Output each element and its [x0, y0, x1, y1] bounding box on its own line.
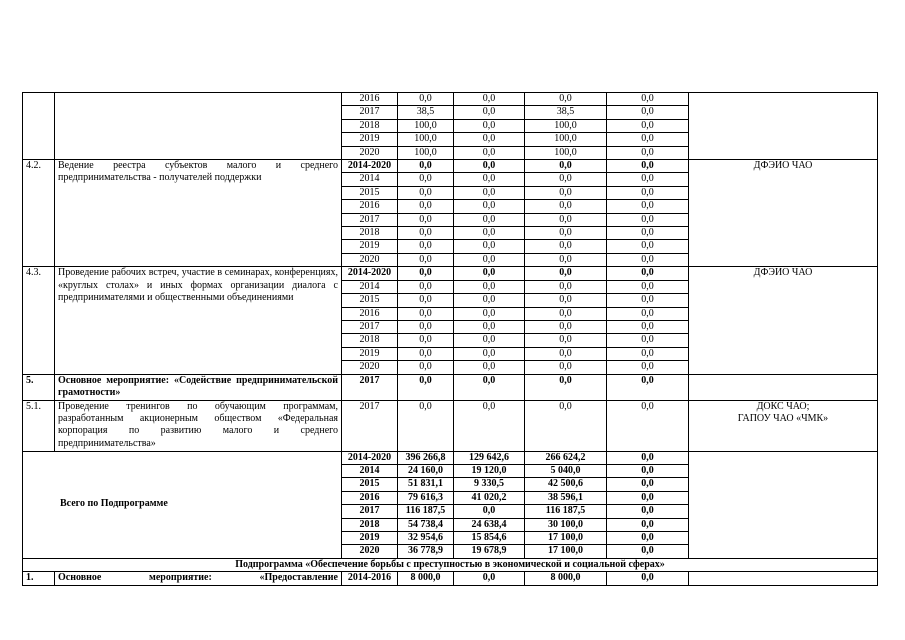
value-col2-cell: 9 330,5	[454, 478, 525, 491]
value-col2-cell: 0,0	[454, 347, 525, 360]
value-col3-cell: 0,0	[525, 227, 607, 240]
year-cell: 2016	[342, 491, 398, 504]
total-label: Всего по Подпрограмме	[60, 498, 168, 510]
value-col4-cell: 0,0	[607, 572, 689, 585]
value-col3-cell: 266 624,2	[525, 451, 607, 464]
value-total-cell: 0,0	[398, 227, 454, 240]
value-col4-cell: 0,0	[607, 200, 689, 213]
year-cell: 2020	[342, 146, 398, 159]
value-total-cell: 0,0	[398, 200, 454, 213]
year-cell: 2019	[342, 133, 398, 146]
value-total-cell: 38,5	[398, 106, 454, 119]
value-col4-cell: 0,0	[607, 334, 689, 347]
year-cell: 2014-2020	[342, 160, 398, 173]
value-total-cell: 51 831,1	[398, 478, 454, 491]
value-col4-cell: 0,0	[607, 374, 689, 400]
value-total-cell: 0,0	[398, 347, 454, 360]
value-total-cell: 0,0	[398, 186, 454, 199]
executor-cell	[689, 374, 878, 400]
value-col3-cell: 0,0	[525, 280, 607, 293]
number-cell: 4.3.	[23, 267, 55, 374]
value-total-cell: 8 000,0	[398, 572, 454, 585]
table-row	[23, 572, 878, 585]
value-col2-cell: 0,0	[454, 267, 525, 280]
value-total-cell: 0,0	[398, 93, 454, 106]
value-col4-cell: 0,0	[607, 347, 689, 360]
value-col2-cell: 0,0	[454, 505, 525, 518]
value-col3-cell: 42 500,6	[525, 478, 607, 491]
year-cell: 2019	[342, 240, 398, 253]
description-cell: Проведение тренингов по обучающим программам, разработанным акционерным обществом «Федеральная корпорация по развитию малого и среднего предпринимательства»	[55, 400, 342, 451]
value-col3-cell: 100,0	[525, 146, 607, 159]
executor-cell	[689, 400, 878, 451]
value-col3-cell: 0,0	[525, 374, 607, 400]
value-total-cell: 79 616,3	[398, 491, 454, 504]
value-col3-cell: 0,0	[525, 294, 607, 307]
value-total-cell: 0,0	[398, 253, 454, 266]
year-cell: 2015	[342, 186, 398, 199]
executor-line: ДОКС ЧАО;	[756, 400, 810, 412]
value-total-cell: 24 160,0	[398, 464, 454, 477]
description-cell: Основное мероприятие: «Содействие предпринимательской грамотности»	[55, 374, 342, 400]
value-col4-cell: 0,0	[607, 227, 689, 240]
year-cell: 2018	[342, 119, 398, 132]
value-col3-cell: 0,0	[525, 240, 607, 253]
value-total-cell: 0,0	[398, 294, 454, 307]
year-cell: 2017	[342, 213, 398, 226]
value-total-cell: 0,0	[398, 160, 454, 173]
value-col3-cell: 0,0	[525, 361, 607, 374]
value-col2-cell: 24 638,4	[454, 518, 525, 531]
value-col2-cell: 0,0	[454, 133, 525, 146]
description-cell: Основное мероприятие: «Предоставление	[55, 572, 342, 585]
value-total-cell: 0,0	[398, 173, 454, 186]
year-cell: 2014-2016	[342, 572, 398, 585]
value-col4-cell: 0,0	[607, 451, 689, 464]
year-cell: 2019	[342, 531, 398, 544]
value-col2-cell: 41 020,2	[454, 491, 525, 504]
table-row	[23, 160, 878, 173]
year-cell: 2015	[342, 294, 398, 307]
year-cell: 2014	[342, 464, 398, 477]
year-cell: 2014-2020	[342, 267, 398, 280]
value-col4-cell: 0,0	[607, 213, 689, 226]
value-col4-cell: 0,0	[607, 186, 689, 199]
year-cell: 2020	[342, 253, 398, 266]
value-total-cell: 32 954,6	[398, 531, 454, 544]
year-cell: 2015	[342, 478, 398, 491]
value-col2-cell: 0,0	[454, 240, 525, 253]
year-cell: 2014-2020	[342, 451, 398, 464]
number-cell: 5.	[23, 374, 55, 400]
value-col2-cell: 0,0	[454, 106, 525, 119]
number-cell: 1.	[23, 572, 55, 585]
value-total-cell: 100,0	[398, 146, 454, 159]
value-col3-cell: 30 100,0	[525, 518, 607, 531]
executor-cell: ДФЭИО ЧАО	[689, 267, 878, 374]
value-col4-cell: 0,0	[607, 240, 689, 253]
value-total-cell: 0,0	[398, 320, 454, 333]
description-cell: Ведение реестра субъектов малого и среднего предпринимательства - получателей поддержки	[55, 160, 342, 267]
value-col4-cell: 0,0	[607, 253, 689, 266]
year-cell: 2020	[342, 361, 398, 374]
value-col3-cell: 0,0	[525, 186, 607, 199]
total-row	[23, 451, 878, 464]
value-col3-cell: 0,0	[525, 347, 607, 360]
value-col2-cell: 19 120,0	[454, 464, 525, 477]
executor-cell	[689, 572, 878, 585]
value-total-cell: 0,0	[398, 213, 454, 226]
value-col2-cell: 0,0	[454, 227, 525, 240]
value-col2-cell: 19 678,9	[454, 545, 525, 558]
year-cell: 2016	[342, 93, 398, 106]
value-col2-cell: 0,0	[454, 186, 525, 199]
value-total-cell: 36 778,9	[398, 545, 454, 558]
value-col4-cell: 0,0	[607, 531, 689, 544]
value-col4-cell: 0,0	[607, 267, 689, 280]
value-total-cell: 396 266,8	[398, 451, 454, 464]
value-col3-cell: 0,0	[525, 400, 607, 451]
value-col3-cell: 0,0	[525, 93, 607, 106]
year-cell: 2019	[342, 347, 398, 360]
value-col2-cell: 0,0	[454, 320, 525, 333]
value-col3-cell: 0,0	[525, 307, 607, 320]
value-total-cell: 0,0	[398, 307, 454, 320]
value-col4-cell: 0,0	[607, 146, 689, 159]
value-col3-cell: 100,0	[525, 133, 607, 146]
table-row	[23, 93, 878, 106]
value-col3-cell: 5 040,0	[525, 464, 607, 477]
subprogram-header-row	[23, 558, 878, 571]
value-col3-cell: 0,0	[525, 173, 607, 186]
value-total-cell: 0,0	[398, 267, 454, 280]
value-col2-cell: 129 642,6	[454, 451, 525, 464]
value-total-cell: 0,0	[398, 361, 454, 374]
value-col4-cell: 0,0	[607, 93, 689, 106]
year-cell: 2018	[342, 518, 398, 531]
year-cell: 2018	[342, 227, 398, 240]
value-col3-cell: 0,0	[525, 267, 607, 280]
value-col4-cell: 0,0	[607, 478, 689, 491]
value-col4-cell: 0,0	[607, 307, 689, 320]
value-total-cell: 100,0	[398, 133, 454, 146]
value-col3-cell: 0,0	[525, 334, 607, 347]
year-cell: 2017	[342, 400, 398, 451]
value-col2-cell: 0,0	[454, 334, 525, 347]
year-cell: 2017	[342, 106, 398, 119]
value-col2-cell: 0,0	[454, 146, 525, 159]
table-row	[23, 374, 878, 400]
executor-line: ГАПОУ ЧАО «ЧМК»	[737, 412, 829, 424]
value-col2-cell: 0,0	[454, 307, 525, 320]
value-col3-cell: 0,0	[525, 320, 607, 333]
table-row	[23, 400, 878, 451]
description-cell: Проведение рабочих встреч, участие в семинарах, конференциях, «круглых столах» и иных формах организации диалога с предпринимателями и общественными объединениями	[55, 267, 342, 374]
value-col3-cell: 100,0	[525, 119, 607, 132]
value-col2-cell: 0,0	[454, 572, 525, 585]
value-col3-cell: 17 100,0	[525, 531, 607, 544]
year-cell: 2017	[342, 320, 398, 333]
value-col2-cell: 0,0	[454, 119, 525, 132]
value-col3-cell: 0,0	[525, 160, 607, 173]
year-cell: 2017	[342, 505, 398, 518]
value-col2-cell: 0,0	[454, 253, 525, 266]
value-total-cell: 0,0	[398, 240, 454, 253]
executor-cell: ДФЭИО ЧАО	[689, 160, 878, 267]
year-cell: 2016	[342, 307, 398, 320]
year-cell: 2020	[342, 545, 398, 558]
value-col2-cell: 0,0	[454, 294, 525, 307]
value-total-cell: 0,0	[398, 334, 454, 347]
value-col4-cell: 0,0	[607, 294, 689, 307]
value-col2-cell: 0,0	[454, 93, 525, 106]
value-col2-cell: 0,0	[454, 200, 525, 213]
value-total-cell: 0,0	[398, 374, 454, 400]
value-col3-cell: 0,0	[525, 213, 607, 226]
value-col4-cell: 0,0	[607, 505, 689, 518]
year-cell: 2018	[342, 334, 398, 347]
value-col4-cell: 0,0	[607, 106, 689, 119]
value-col4-cell: 0,0	[607, 280, 689, 293]
value-col4-cell: 0,0	[607, 361, 689, 374]
year-cell: 2016	[342, 200, 398, 213]
value-col4-cell: 0,0	[607, 119, 689, 132]
executor-cell	[689, 451, 878, 558]
value-col2-cell: 0,0	[454, 374, 525, 400]
value-total-cell: 0,0	[398, 280, 454, 293]
value-col4-cell: 0,0	[607, 160, 689, 173]
value-col2-cell: 0,0	[454, 213, 525, 226]
value-col4-cell: 0,0	[607, 320, 689, 333]
value-col2-cell: 0,0	[454, 280, 525, 293]
value-col4-cell: 0,0	[607, 400, 689, 451]
year-cell: 2014	[342, 173, 398, 186]
subprogram-title: Подпрограмма «Обеспечение борьбы с преступностью в экономической и социальной сферах»	[23, 558, 878, 571]
value-total-cell: 0,0	[398, 400, 454, 451]
value-col3-cell: 17 100,0	[525, 545, 607, 558]
value-col3-cell: 8 000,0	[525, 572, 607, 585]
value-col3-cell: 38,5	[525, 106, 607, 119]
number-cell: 4.2.	[23, 160, 55, 267]
value-total-cell: 116 187,5	[398, 505, 454, 518]
value-col4-cell: 0,0	[607, 491, 689, 504]
value-col3-cell: 116 187,5	[525, 505, 607, 518]
table-row	[23, 267, 878, 280]
value-total-cell: 54 738,4	[398, 518, 454, 531]
value-col3-cell: 38 596,1	[525, 491, 607, 504]
executor-cell	[689, 93, 878, 160]
value-col4-cell: 0,0	[607, 518, 689, 531]
value-col2-cell: 0,0	[454, 400, 525, 451]
value-col2-cell: 0,0	[454, 173, 525, 186]
value-col4-cell: 0,0	[607, 173, 689, 186]
program-table	[22, 92, 878, 586]
number-cell: 5.1.	[23, 400, 55, 451]
value-col4-cell: 0,0	[607, 133, 689, 146]
year-cell: 2017	[342, 374, 398, 400]
total-label-cell	[23, 451, 342, 558]
value-col3-cell: 0,0	[525, 253, 607, 266]
value-col4-cell: 0,0	[607, 464, 689, 477]
value-col2-cell: 0,0	[454, 361, 525, 374]
value-col2-cell: 15 854,6	[454, 531, 525, 544]
description-cell	[55, 93, 342, 160]
value-col4-cell: 0,0	[607, 545, 689, 558]
value-col3-cell: 0,0	[525, 200, 607, 213]
value-col2-cell: 0,0	[454, 160, 525, 173]
number-cell	[23, 93, 55, 160]
value-total-cell: 100,0	[398, 119, 454, 132]
year-cell: 2014	[342, 280, 398, 293]
